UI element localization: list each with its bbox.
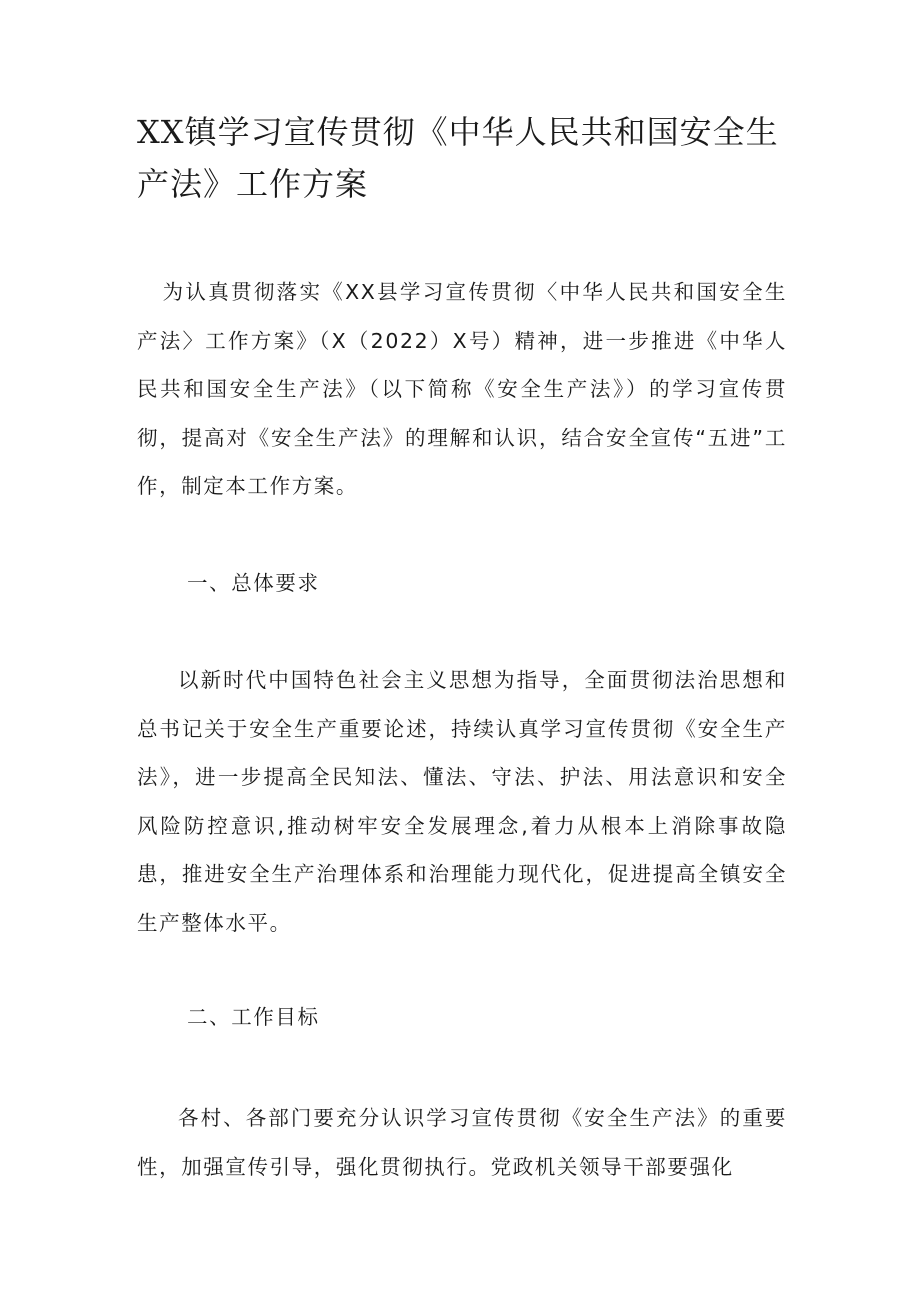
section-paragraph-overall-requirements: 以新时代中国特色社会主义思想为指导，全面贯彻法治思想和总书记关于安全生产重要论述，持续认真学习宣传贯彻《安全生产法》，进一步提高全民知法、懂法、守法、护法、用法意识和安全风险防控意识,推动树牢安全发展理念,着力从根本上消除事故隐患，推进安全生产治理体系和治理能力现代化，促进提高全镇安全生产整体水平。 — [137, 668, 787, 935]
section-paragraph-work-goals: 各村、各部门要充分认识学习宣传贯彻《安全生产法》的重要性，加强宣传引导，强化贯彻执行。党政机关领导干部要强化 — [137, 1106, 787, 1179]
intro-paragraph: 为认真贯彻落实《XX县学习宣传贯彻〈中华人民共和国安全生产法〉工作方案》（X（2022）X号）精神，进一步推进《中华人民共和国安全生产法》（以下简称《安全生产法》）的学习宣传贯彻，提高对《安全生产法》的理解和认识，结合安全宣传“五进”工作，制定本工作方案。 — [137, 280, 787, 499]
section-heading-work-goals: 二、工作目标 — [187, 1005, 320, 1029]
document-title: XX镇学习宣传贯彻《中华人民共和国安全生产法》工作方案 — [137, 113, 779, 203]
section-heading-overall-requirements: 一、总体要求 — [187, 571, 320, 595]
